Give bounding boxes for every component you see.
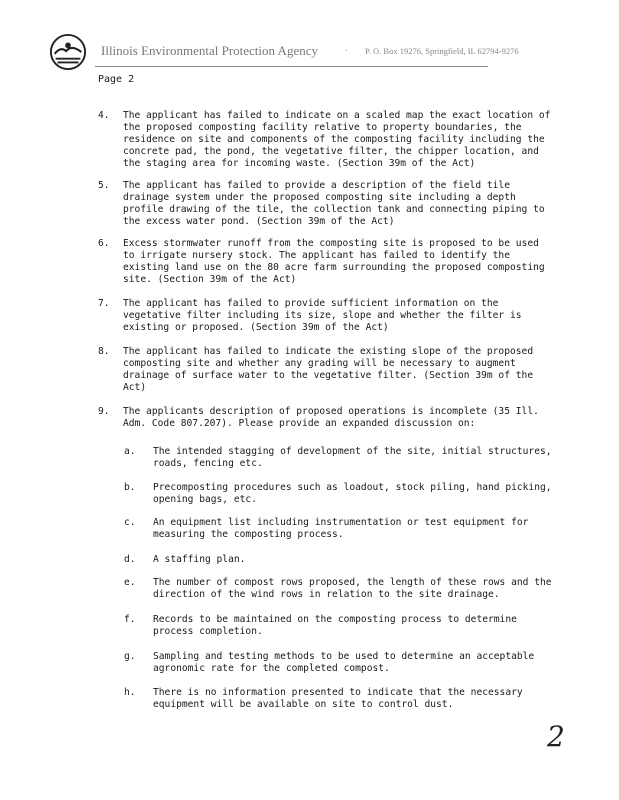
item-text bbox=[123, 406, 573, 430]
subitem-text-line: The intended stagging of development of the site, initial structures, bbox=[153, 446, 552, 457]
item-text-line: The applicants description of proposed operations is incomplete (35 Ill. bbox=[123, 406, 539, 417]
item-text bbox=[123, 238, 573, 286]
subitem-number: d. bbox=[124, 554, 136, 565]
subitem-number: b. bbox=[124, 482, 136, 493]
subitem-text-line: A staffing plan. bbox=[153, 554, 246, 565]
subitem-text-line: agronomic rate for the completed compost. bbox=[153, 662, 390, 674]
item-number: 5. bbox=[98, 180, 110, 191]
item-text-line: the staging area for incoming waste. (Section 39m of the Act) bbox=[123, 157, 476, 169]
item-number: 9. bbox=[98, 406, 110, 417]
subitem-text bbox=[153, 554, 573, 566]
subitem-text-line: direction of the wind rows in relation to the site drainage. bbox=[153, 588, 500, 600]
item-text-line: drainage system under the proposed composting site including a depth bbox=[123, 191, 516, 203]
subitem-text bbox=[153, 517, 573, 541]
subitem-text-line: There is no information presented to indicate that the necessary bbox=[153, 687, 523, 698]
subitem-text bbox=[153, 651, 573, 675]
item-text-line: Act) bbox=[123, 381, 147, 393]
item-text-line: to irrigate nursery stock. The applicant has failed to identify the bbox=[123, 249, 510, 261]
item-number: 6. bbox=[98, 238, 110, 249]
item-text bbox=[123, 180, 573, 228]
subitem-number: g. bbox=[124, 651, 136, 662]
subitem-number: c. bbox=[124, 517, 136, 528]
item-text-line: drainage of surface water to the vegetative filter. (Section 39m of the bbox=[123, 369, 534, 381]
item-text-line: the proposed composting facility relative to property boundaries, the bbox=[123, 121, 522, 133]
item-text-line: Adm. Code 807.207). Please provide an expanded discussion on: bbox=[123, 417, 476, 429]
subitem-text-line: The number of compost rows proposed, the length of these rows and the bbox=[153, 577, 552, 588]
subitem-text-line: Records to be maintained on the composting process to determine bbox=[153, 614, 517, 625]
subitem-text-line: Precomposting procedures such as loadout, stock piling, hand picking, bbox=[153, 482, 552, 493]
item-text bbox=[123, 110, 573, 170]
item-text-line: The applicant has failed to indicate on a scaled map the exact location of bbox=[123, 110, 551, 121]
subitem-text-line: An equipment list including instrumentation or test equipment for bbox=[153, 517, 529, 528]
subitem-text bbox=[153, 482, 573, 506]
item-text-line: site. (Section 39m of the Act) bbox=[123, 273, 297, 285]
item-text-line: residence on site and components of the composting facility including the bbox=[123, 133, 545, 145]
subitem-number: e. bbox=[124, 577, 136, 588]
agency-address: P. O. Box 19276, Springfield, IL 62794-9276 bbox=[365, 46, 519, 56]
item-text-line: The applicant has failed to indicate the existing slope of the proposed bbox=[123, 346, 534, 357]
subitem-text-line: opening bags, etc. bbox=[153, 493, 257, 505]
item-text-line: existing land use on the 80 acre farm surrounding the proposed composting bbox=[123, 261, 545, 273]
item-number: 4. bbox=[98, 110, 110, 121]
agency-name: Illinois Environmental Protection Agency bbox=[101, 43, 318, 58]
item-text-line: The applicant has failed to provide sufficient information on the bbox=[123, 298, 499, 309]
item-number: 7. bbox=[98, 298, 110, 309]
handwritten-page-number: 2 bbox=[547, 720, 565, 753]
subitem-text-line: roads, fencing etc. bbox=[153, 457, 263, 469]
subitem-text bbox=[153, 577, 573, 601]
item-text-line: profile drawing of the tile, the collection tank and connecting piping to bbox=[123, 203, 545, 215]
item-text bbox=[123, 298, 573, 334]
subitem-text bbox=[153, 614, 573, 638]
item-text-line: The applicant has failed to provide a description of the field tile bbox=[123, 180, 510, 191]
item-number: 8. bbox=[98, 346, 110, 357]
item-text-line: vegetative filter including its size, slope and whether the filter is bbox=[123, 309, 522, 321]
subitem-text-line: measuring the composting process. bbox=[153, 528, 344, 540]
subitem-text-line: equipment will be available on site to control dust. bbox=[153, 698, 454, 710]
subitem-text-line: process completion. bbox=[153, 625, 263, 637]
item-text-line: existing or proposed. (Section 39m of the Act) bbox=[123, 321, 389, 333]
subitem-text bbox=[153, 446, 573, 470]
header-rule bbox=[95, 66, 488, 67]
subitem-text-line: Sampling and testing methods to be used to determine an acceptable bbox=[153, 651, 535, 662]
agency-seal-icon bbox=[49, 33, 87, 71]
subitem-text bbox=[153, 687, 573, 711]
item-text-line: concrete pad, the pond, the vegetative filter, the chipper location, and bbox=[123, 145, 539, 157]
item-text-line: the excess water pond. (Section 39m of the Act) bbox=[123, 215, 395, 227]
item-text bbox=[123, 346, 573, 394]
item-text-line: composting site and whether any grading will be necessary to augment bbox=[123, 357, 516, 369]
subitem-number: h. bbox=[124, 687, 136, 698]
subitem-number: f. bbox=[124, 614, 136, 625]
page-label: Page 2 bbox=[98, 74, 135, 85]
item-text-line: Excess stormwater runoff from the composting site is proposed to be used bbox=[123, 238, 539, 249]
subitem-number: a. bbox=[124, 446, 136, 457]
header-separator: · bbox=[344, 46, 349, 55]
